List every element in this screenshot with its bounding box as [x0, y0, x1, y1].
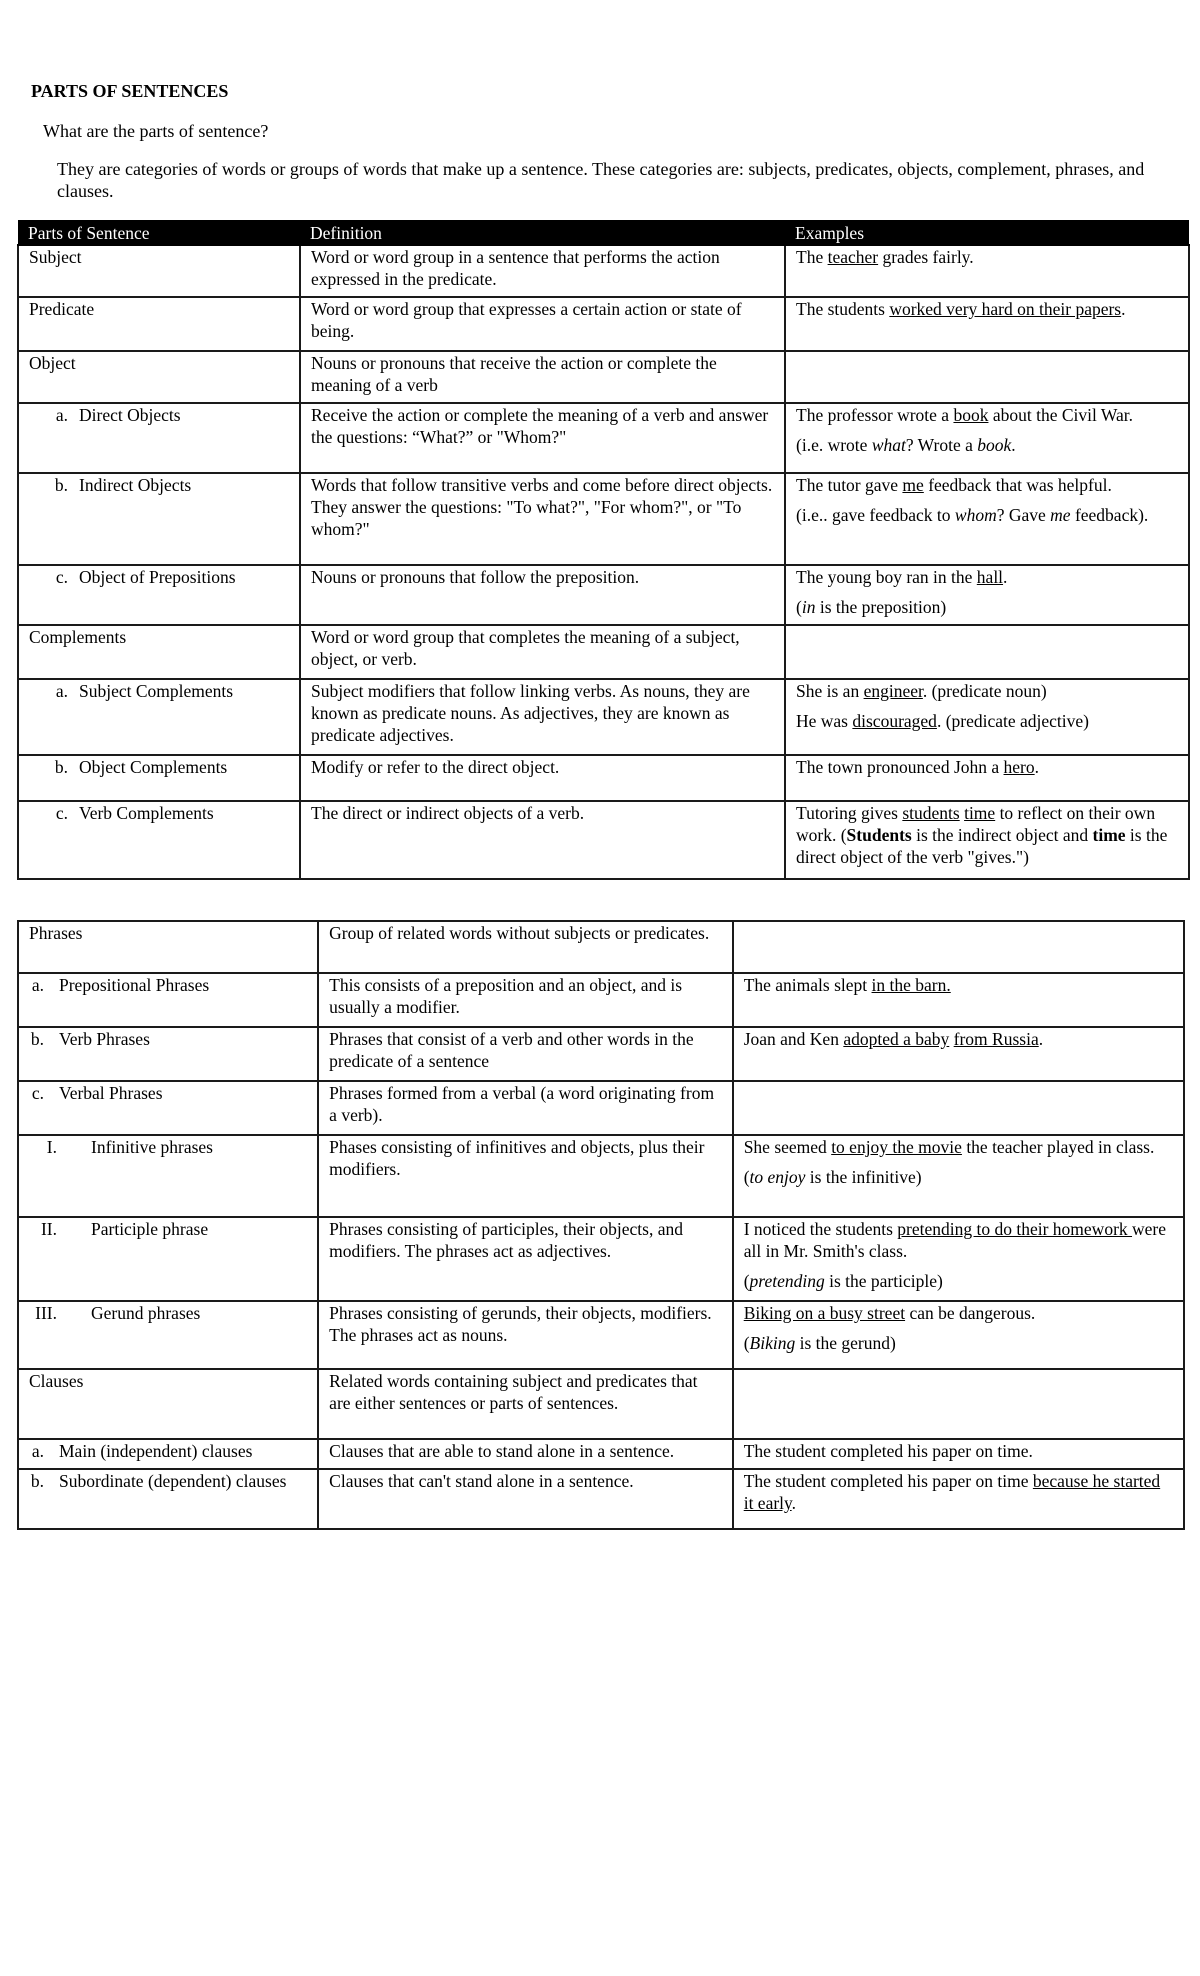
- intro-paragraph: They are categories of words or groups of words that make up a sentence. These categories are: subjects, predicates, objects, complement, phrases, and clauses.: [57, 159, 1145, 201]
- row-label: c. Verbal Phrases: [18, 1081, 318, 1135]
- row-label: Predicate: [18, 297, 300, 351]
- row-label: Subject: [18, 245, 300, 297]
- table-row: [18, 1081, 1184, 1135]
- row-example: The teacher grades fairly.: [785, 245, 1189, 297]
- row-definition: Word or word group that expresses a certain action or state of being.: [300, 297, 785, 351]
- row-label: Complements: [18, 625, 300, 679]
- row-label: a. Prepositional Phrases: [18, 973, 318, 1027]
- row-label: Clauses: [18, 1369, 318, 1439]
- row-definition: Group of related words without subjects or predicates.: [318, 921, 733, 973]
- row-definition: The direct or indirect objects of a verb.: [300, 801, 785, 879]
- row-example: [733, 1081, 1184, 1135]
- row-definition: Word or word group in a sentence that performs the action expressed in the predicate.: [300, 245, 785, 297]
- row-example: The students worked very hard on their papers.: [785, 297, 1189, 351]
- table-row: [18, 921, 1184, 973]
- table-row: [18, 245, 1189, 297]
- header-examples: Examples: [785, 221, 1189, 245]
- parts-of-sentence-table: [17, 220, 1190, 880]
- table-header-row: [18, 221, 1189, 245]
- row-label: c. Object of Prepositions: [18, 565, 300, 625]
- table-row: [18, 1301, 1184, 1369]
- row-label: a. Subject Complements: [18, 679, 300, 755]
- table-row: [18, 565, 1189, 625]
- row-label: b. Subordinate (dependent) clauses: [18, 1469, 318, 1529]
- row-definition: Clauses that are able to stand alone in a sentence.: [318, 1439, 733, 1469]
- row-label: b. Verb Phrases: [18, 1027, 318, 1081]
- row-definition: Phrases formed from a verbal (a word originating from a verb).: [318, 1081, 733, 1135]
- table-row: [18, 297, 1189, 351]
- row-example: [785, 625, 1189, 679]
- row-example: [785, 351, 1189, 403]
- table-row: [18, 1027, 1184, 1081]
- row-definition: Clauses that can't stand alone in a sentence.: [318, 1469, 733, 1529]
- row-definition: Phrases consisting of gerunds, their objects, modifiers. The phrases act as nouns.: [318, 1301, 733, 1369]
- row-label: b. Indirect Objects: [18, 473, 300, 565]
- table-row: [18, 679, 1189, 755]
- row-definition: Words that follow transitive verbs and come before direct objects. They answer the questions: "To what?", "For whom?", or "To whom?": [300, 473, 785, 565]
- row-example: She is an engineer. (predicate noun) He was discouraged. (predicate adjective): [785, 679, 1189, 755]
- row-definition: Subject modifiers that follow linking verbs. As nouns, they are known as predicate nouns. As adjectives, they are known as predicate adjectives.: [300, 679, 785, 755]
- row-example: The animals slept in the barn.: [733, 973, 1184, 1027]
- row-label: c. Verb Complements: [18, 801, 300, 879]
- row-example: The student completed his paper on time.: [733, 1439, 1184, 1469]
- row-example: The student completed his paper on time because he started it early.: [733, 1469, 1184, 1529]
- table-row: [18, 625, 1189, 679]
- row-definition: Nouns or pronouns that follow the preposition.: [300, 565, 785, 625]
- table-row: [18, 1135, 1184, 1217]
- row-example: The tutor gave me feedback that was helpful. (i.e.. gave feedback to whom? Gave me feedback).: [785, 473, 1189, 565]
- table-row: [18, 801, 1189, 879]
- header-parts: Parts of Sentence: [18, 221, 300, 245]
- table-row: [18, 1469, 1184, 1529]
- document-title: PARTS OF SENTENCES: [31, 81, 229, 101]
- phrases-clauses-table: [17, 920, 1185, 1530]
- row-label: Object: [18, 351, 300, 403]
- row-definition: Word or word group that completes the meaning of a subject, object, or verb.: [300, 625, 785, 679]
- table-row: [18, 473, 1189, 565]
- row-definition: Phases consisting of infinitives and objects, plus their modifiers.: [318, 1135, 733, 1217]
- row-label: Phrases: [18, 921, 318, 973]
- row-example: Biking on a busy street can be dangerous. (Biking is the gerund): [733, 1301, 1184, 1369]
- table-row: [18, 403, 1189, 473]
- row-definition: Modify or refer to the direct object.: [300, 755, 785, 801]
- row-definition: This consists of a preposition and an object, and is usually a modifier.: [318, 973, 733, 1027]
- row-definition: Related words containing subject and predicates that are either sentences or parts of sentences.: [318, 1369, 733, 1439]
- row-definition: Nouns or pronouns that receive the action or complete the meaning of a verb: [300, 351, 785, 403]
- row-example: The professor wrote a book about the Civil War. (i.e. wrote what? Wrote a book.: [785, 403, 1189, 473]
- table-row: [18, 1217, 1184, 1301]
- row-example: Joan and Ken adopted a baby from Russia.: [733, 1027, 1184, 1081]
- row-definition: Phrases consisting of participles, their objects, and modifiers. The phrases act as adjectives.: [318, 1217, 733, 1301]
- table-row: [18, 1369, 1184, 1439]
- row-example: [733, 921, 1184, 973]
- row-example: The town pronounced John a hero.: [785, 755, 1189, 801]
- header-definition: Definition: [300, 221, 785, 245]
- table-row: [18, 973, 1184, 1027]
- row-example: The young boy ran in the hall. (in is the preposition): [785, 565, 1189, 625]
- row-label: b. Object Complements: [18, 755, 300, 801]
- row-label: a. Main (independent) clauses: [18, 1439, 318, 1469]
- row-example: Tutoring gives students time to reflect on their own work. (Students is the indirect object and time is the direct object of the verb "gives."): [785, 801, 1189, 879]
- row-label: III. Gerund phrases: [18, 1301, 318, 1369]
- row-label: II. Participle phrase: [18, 1217, 318, 1301]
- table-row: [18, 1439, 1184, 1469]
- row-definition: Phrases that consist of a verb and other words in the predicate of a sentence: [318, 1027, 733, 1081]
- row-example: She seemed to enjoy the movie the teacher played in class. (to enjoy is the infinitive): [733, 1135, 1184, 1217]
- row-example: I noticed the students pretending to do their homework were all in Mr. Smith's class. (pretending is the participle): [733, 1217, 1184, 1301]
- table-row: [18, 351, 1189, 403]
- row-label: a. Direct Objects: [18, 403, 300, 473]
- intro-question: What are the parts of sentence?: [43, 121, 269, 141]
- row-label: I. Infinitive phrases: [18, 1135, 318, 1217]
- table-row: [18, 755, 1189, 801]
- row-definition: Receive the action or complete the meaning of a verb and answer the questions: “What?” or "Whom?": [300, 403, 785, 473]
- row-example: [733, 1369, 1184, 1439]
